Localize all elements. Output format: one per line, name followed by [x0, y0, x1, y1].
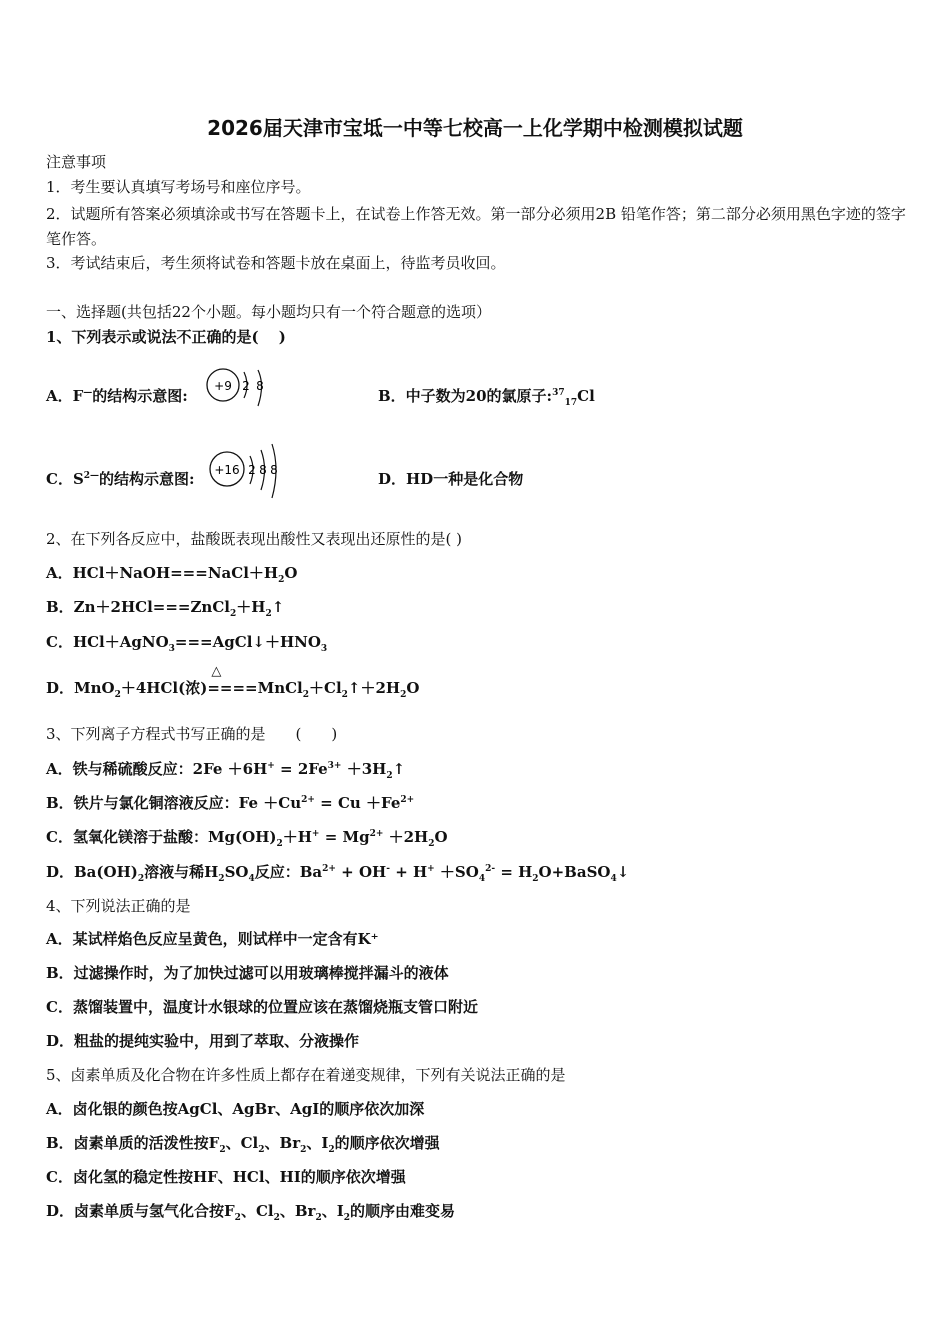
q3-option-a: A．铁与稀硫酸反应：$2Fe +6H^+ = 2Fe^{3+}$ $+3H_2↑$ [46, 760, 406, 781]
q1-option-a: A．F—的结构示意图: [46, 387, 188, 405]
q3-option-c: C．氢氧化镁溶于盐酸：$Mg(OH)_2+H^+ = Mg^{2+} +2H_2O$ [46, 828, 448, 849]
sulfide-shell-1: 2 [248, 463, 256, 477]
q3-option-b: B．铁片与氯化铜溶液反应：$Fe +Cu^{2+} = Cu +Fe^{2+}$ [46, 794, 415, 812]
q3-stem: 3、下列离子方程式书写正确的是 ( ) [46, 725, 338, 743]
notice-item-1: 1．考生要认真填写考场号和座位序号。 [46, 178, 311, 196]
notice-heading: 注意事项 [46, 153, 107, 171]
section-heading: 一、选择题(共包括22个小题。每小题均只有一个符合题意的选项） [46, 303, 491, 321]
q4-option-c: C．蒸馏装置中，温度计水银球的位置应该在蒸馏烧瓶支管口附近 [46, 998, 478, 1016]
q4-stem: 4、下列说法正确的是 [46, 897, 191, 915]
q1-stem: 1、下列表示或说法不正确的是( ) [46, 328, 286, 346]
notice-item-2: 2．试题所有答案必须填涂或书写在答题卡上，在试卷上作答无效。第一部分必须用2B 铅笔作答；第二部分必须用黑色字迹的签字笔作答。 [46, 205, 906, 248]
q5-option-c: C．卤化氢的稳定性按HF、HCl、HI的顺序依次增强 [46, 1168, 406, 1186]
exam-title: 2026届天津市宝坻一中等七校高一上化学期中检测模拟试题 [207, 116, 743, 140]
fluoride-shell-1: 2 [242, 379, 250, 393]
q2-option-b: B．$Zn+2HCl===ZnCl_2+H_2↑$ [46, 598, 285, 619]
sulfide-structure-diagram [206, 440, 286, 500]
q5-option-b: B．卤素单质的活泼性按$F_2$、$Cl_2$、$Br_2$、$I_2$的顺序依次增强 [46, 1134, 440, 1155]
sulfide-shell-3: 8 [270, 463, 278, 477]
fluoride-shell-2: 8 [256, 379, 264, 393]
q2-stem: 2、在下列各反应中，盐酸既表现出酸性又表现出还原性的是( ) [46, 530, 463, 548]
sulfide-shell-2: 8 [259, 463, 267, 477]
sulfide-nucleus-label: +16 [214, 463, 240, 477]
fluoride-nucleus-label: +9 [214, 379, 232, 393]
q5-option-a: A．卤化银的颜色按AgCl、AgBr、AgI的顺序依次加深 [46, 1100, 425, 1118]
q1-option-b: B．中子数为20的氯原子:$^{37}_{17}$Cl [378, 387, 595, 408]
q1-option-d: D．HD一种是化合物 [378, 470, 524, 488]
fluoride-structure-diagram [204, 366, 274, 410]
heat-condition: △ ==== [207, 664, 258, 697]
q3-option-d: D．$Ba(OH)_2$溶液与稀$H_2SO_4$反应：$Ba^{2+} + OH^- + H^+ +SO_4^{2-}$ = $H_2O+BaSO_4↓$ [46, 863, 630, 884]
q5-option-d: D．卤素单质与氢气化合按$F_2$、$Cl_2$、$Br_2$、$I_2$的顺序由难变易 [46, 1202, 456, 1223]
q4-option-d: D．粗盐的提纯实验中，用到了萃取、分液操作 [46, 1032, 360, 1050]
q4-option-b: B．过滤操作时，为了加快过滤可以用玻璃棒搅拌漏斗的液体 [46, 964, 449, 982]
q4-option-a: A．某试样焰色反应呈黄色，则试样中一定含有K⁺ [46, 930, 379, 948]
q2-option-d: D．MnO$_2$＋4HCl(浓) △ $====MnCl_2+Cl_2↑+2H_2O$ [46, 664, 420, 700]
q1-option-c: C．$S^{2—}$的结构示意图: [46, 470, 195, 488]
notice-item-3: 3．考试结束后，考生须将试卷和答题卡放在桌面上，待监考员收回。 [46, 254, 506, 272]
q5-stem: 5、卤素单质及化合物在许多性质上都存在着递变规律，下列有关说法正确的是 [46, 1066, 566, 1084]
q2-option-c: C．$HCl+AgNO_3===AgCl↓+HNO_3$ [46, 633, 328, 654]
q2-option-a: A．$HCl+NaOH===NaCl+H_2O$ [46, 564, 298, 585]
